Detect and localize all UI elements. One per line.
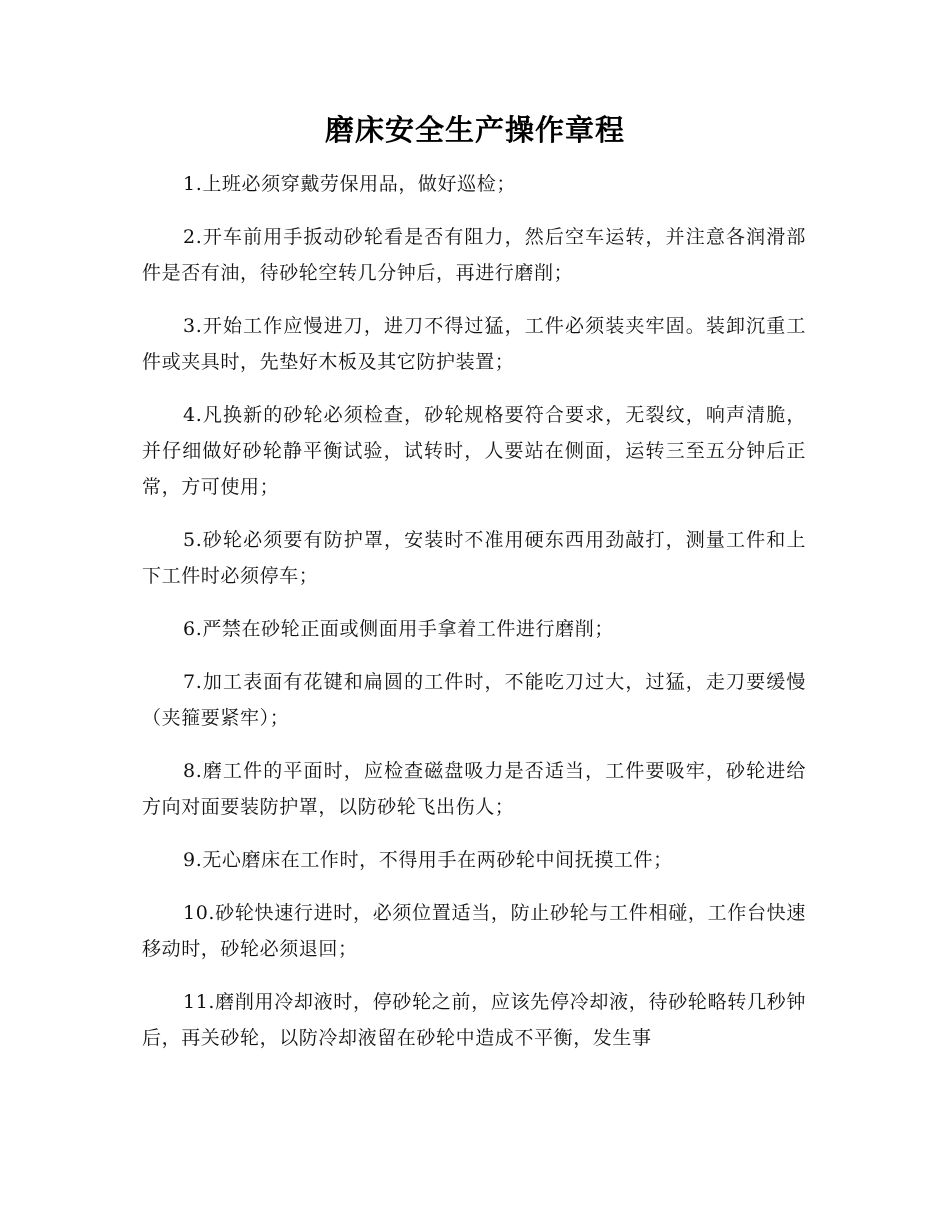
paragraph-9: 9.无心磨床在工作时，不得用手在两砂轮中间抚摸工件；: [183, 849, 673, 871]
document-body: [142, 166, 806, 1073]
paragraph-10: 10.砂轮快速行进时，必须位置适当，防止砂轮与工件相碰，工作台快速移动时，砂轮必须退回；: [142, 902, 806, 960]
paragraph-7: 7.加工表面有花键和扁圆的工件时，不能吃刀过大，过猛，走刀要缓慢（夹箍要紧牢）；: [142, 671, 806, 729]
paragraph-1: 1.上班必须穿戴劳保用品，做好巡检；: [183, 173, 516, 195]
paragraph-11: 11.磨削用冷却液时，停砂轮之前，应该先停冷却液，待砂轮略转几秒钟后，再关砂轮，以防冷却液留在砂轮中造成不平衡，发生事: [142, 991, 806, 1049]
paragraph-5: 5.砂轮必须要有防护罩，安装时不准用硬东西用劲敲打，测量工件和上下工件时必须停车；: [142, 529, 806, 587]
paragraph-6: 6.严禁在砂轮正面或侧面用手拿着工件进行磨削；: [183, 618, 614, 640]
paragraph-4: 4.凡换新的砂轮必须检查，砂轮规格要符合要求，无裂纹，响声清脆，并仔细做好砂轮静平衡试验，试转时，人要站在侧面，运转三至五分钟后正常，方可使用；: [142, 404, 806, 498]
document-title: 磨床安全生产操作章程: [324, 113, 625, 147]
paragraph-3: 3.开始工作应慢进刀，进刀不得过猛，工件必须装夹牢固。装卸沉重工件或夹具时，先垫好木板及其它防护装置；: [142, 315, 806, 373]
paragraph-8: 8.磨工件的平面时，应检查磁盘吸力是否适当，工件要吸牢，砂轮进给方向对面要装防护罩，以防砂轮飞出伤人；: [142, 760, 806, 818]
paragraph-2: 2.开车前用手扳动砂轮看是否有阻力，然后空车运转，并注意各润滑部件是否有油，待砂轮空转几分钟后，再进行磨削；: [142, 226, 806, 284]
